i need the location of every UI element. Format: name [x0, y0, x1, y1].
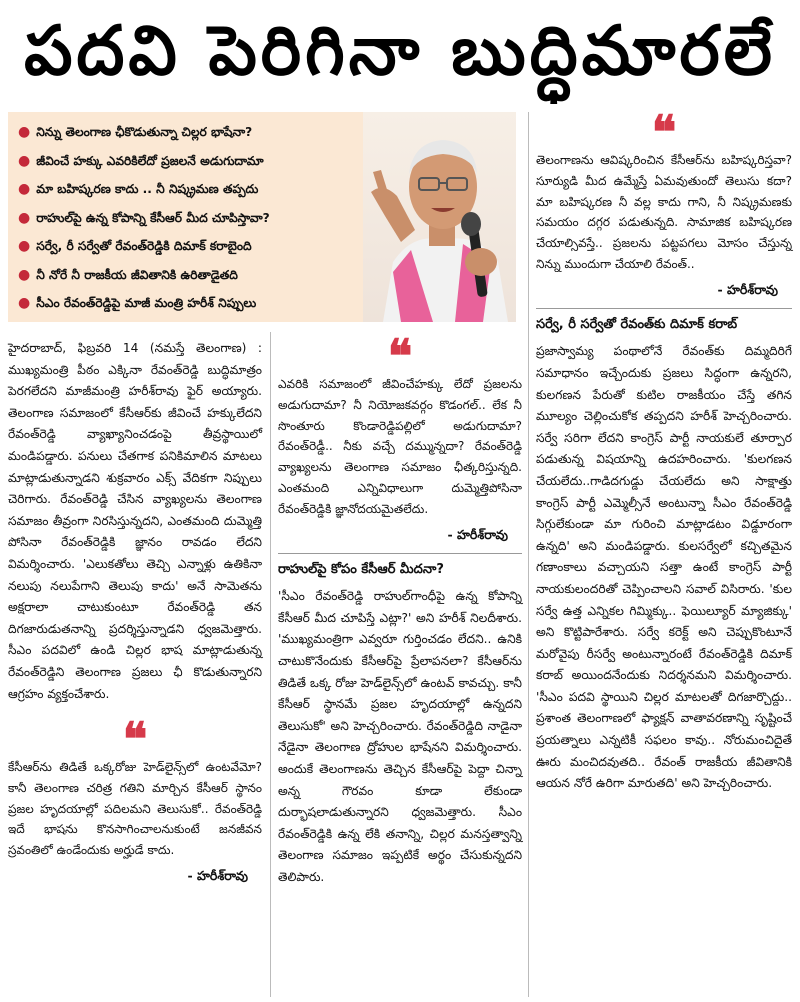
highlight-item	[18, 232, 373, 261]
byline: - హరీశ్‌రావు	[717, 281, 778, 297]
speaker-photo	[363, 112, 516, 322]
highlight-item	[18, 289, 373, 318]
section-divider	[536, 308, 792, 309]
highlights-box	[8, 112, 516, 322]
byline: - హరీశ్‌రావు	[447, 526, 508, 542]
column-divider	[270, 332, 271, 997]
pull-quote: తెలంగాణను ఆవిష్కరించిన కేసీఆర్‌ను బహిష్కరిస్తవా? సూర్యుడి మీద ఉమ్మేస్తే ఏమవుతుందో తెలుసు కదా? మా బహిష్కరణ నీ వల్ల కాదు గాని, నీ నిష్క్రమణకు సమయం దగ్గర పడుతున్నది. సామాజిక బహిష్కరణ చేయాల్సివస్తే.. ప్రజలను పట్టపగలు మోసం చేస్తున్న నిన్ను ముందుగా చేయాలి రేవంత్‌..	[536, 153, 792, 271]
column-2	[278, 329, 522, 888]
highlight-text: రాహుల్‌పై ఉన్న కోపాన్ని కేసీఆర్‌ మీద చూపిస్తావా?	[36, 210, 270, 225]
highlight-text: జీవించే హక్కు ఎవరికిలేదో ప్రజలనే అడుగుదామా	[36, 153, 264, 168]
article-body: హైదరాబాద్‌, ఫిబ్రవరి 14 (నమస్తే తెలంగాణ) : ముఖ్యమంత్రి పీఠం ఎక్కినా రేవంత్‌రెడ్డి బుద్ధిమాత్రం పెరగలేదని మాజీమంత్రి హరీశ్‌రావు ఫైర్‌ అయ్యారు. తెలంగాణ సమాజంలో కేసీఆర్‌కు జీవించే హక్కులేదని రేవంత్‌రెడ్డి వ్యాఖ్యానించడంపై తీవ్రస్థాయిలో మండిపడ్డారు. పనులు చేతగాక పనికిమాలిన మాటలు మాట్లాడుతున్నాడని శుక్రవారం ఎక్స్‌ వేదికగా నిప్పులు చెరిగారు. రేవంత్‌రెడ్డి చేసిన వ్యాఖ్యలను తెలంగాణ సమాజం తీవ్రంగా నిరసిస్తున్నదని, ఎంతమంది దుమ్మెత్తి పోసినా రేవంత్‌రెడ్డికి జ్ఞానం రావడం లేదని విమర్శించారు. 'ఎలుకతోలు తెచ్చి ఎన్నాళ్లు ఉతికినా నలుపు నలుపేగాని తెలుపు కాదు' అనే సామెతను అక్షరాలా చాటుకుంటూ రేవంత్‌రెడ్డి తన దిగజారుడుతనాన్ని ప్రదర్శిస్తున్నాడని ధ్వజమెత్తారు. సీఎం పదవిలో ఉండి చిల్లర భాష మాట్లాడుతున్న రేవంత్‌రెడ్డిని తెలంగాణ ప్రజలు ఛీ కొడుతున్నారని ఆగ్రహం వ్యక్తంచేశారు.	[8, 341, 262, 701]
quote-icon: ❝	[387, 329, 413, 383]
highlight-text: సర్వే, రీ సర్వేతో రేవంత్‌రెడ్డికి దిమాక్‌ కరాబైంది	[36, 239, 252, 253]
article-body: 'సీఎం రేవంత్‌రెడ్డి రాహుల్‌గాంధీపై ఉన్న కోపాన్ని కేసీఆర్‌ మీద చూపిస్తే ఎట్లా?' అని హరీశ్‌ నిలదీశారు. 'ముఖ్యమంత్రిగా ఎవ్వరూ గుర్తించడం లేదని.. ఉనికి చాటుకొనేందుకు కేసీఆర్‌పై ప్రేలాపనలా? కేసీఆర్‌ను తిడితే ఒక్క రోజు హెడ్‌లైన్స్‌లో ఉంటవ్‌ కావచ్చు. కానీ కేసీఆర్‌ స్థానమే ప్రజల హృదయాల్లో ఉన్నదని తెలుసుకో' అని హెచ్చరించారు. రేవంత్‌రెడ్డిది నాడైనా నేడైనా తెలంగాణ ద్రోహుల భాషేనని విమర్శించారు. అందుకే తెలంగాణను తెచ్చిన కేసీఆర్‌పై పెద్దా చిన్నా అన్న గౌరవం కూడా లేకుండా దుర్భాషలాడుతున్నారని ధ్వజమెత్తారు. సీఎం రేవంత్‌రెడ్డికి ఉన్న లేకి తనాన్ని, చిల్లర మనస్తత్వాన్ని తెలంగాణ సమాజం ఇప్పటికే అర్థం చేసుకున్నదని తెలిపారు.	[278, 589, 522, 884]
highlight-item	[18, 261, 373, 290]
pull-quote: ఎవరికి సమాజంలో జీవించేహక్కు లేదో ప్రజలను అడుగుదామా? నీ నియోజకవర్గం కొడంగల్‌.. లేక నీ సొంతూరు కొండారెడ్డిపల్లిలో అడుగుదామా? రేవంత్‌రెడ్డీ.. నీకు వచ్చే దమ్మున్నదా? రేవంత్‌రెడ్డి వ్యాఖ్యలను తెలంగాణ సమాజం ఛీత్కరిస్తున్నది. ఎంతమంది ఎన్నివిధాలుగా దుమ్మెత్తిపోసినా రేవంత్‌రెడ్డికి జ్ఞానోదయమైతలేదు.	[278, 377, 522, 516]
section-divider	[278, 553, 522, 554]
highlight-text: నిన్ను తెలంగాణ ఛీకొడుతున్నా చిల్లర భాషేనా?	[36, 125, 253, 139]
column-divider	[528, 112, 529, 332]
highlight-item	[18, 147, 373, 176]
bullet-icon: ●	[18, 124, 31, 140]
bullet-icon: ●	[18, 152, 31, 169]
pull-quote: కేసీఆర్‌ను తిడితే ఒక్కరోజు హెడ్‌లైన్స్‌లో ఉంటవేమో? కానీ తెలంగాణ చరిత్ర గతిని మార్చిన కేసీఆర్‌ స్థానం ప్రజల హృదయాల్లో పదిలమని తెలుసుకో.. రేవంత్‌రెడ్డి ఇదే భాషను కొనసాగించాలనుకుంటే జనజీవన స్రవంతిలో ఉండేందుకు అర్హుడే కాదు.	[8, 760, 262, 858]
highlights-list	[18, 118, 373, 318]
quote-icon: ❝	[122, 712, 148, 767]
article-body: ప్రజాస్వామ్య పంథాలోనే రేవంత్‌కు దిమ్మదిరిగే సమాధానం ఇచ్చేందుకు ప్రజలు సిద్ధంగా ఉన్నరని, కులగణన పేరుతో కుటిల రాజకీయం చేస్తే తగిన మూల్యం చెల్లించుకోక తప్పదని హరీశ్‌ హెచ్చరించారు. సర్వే సరిగా లేదని కాంగ్రెస్‌ పార్టీ నాయకులే తూర్పార పడుతున్న విషయాన్ని ఉదహరించారు. 'కులగణన చేయలేదు..గాడిదగుడ్డు చేయలేదు అని సాక్షాత్తు కాంగ్రెస్‌ పార్టీ ఎమ్మెల్సీనే అంటున్నా సీఎం రేవంత్‌రెడ్డి సిగ్గులేకుండా మా గురించి మాట్లాడటం విడ్డూరంగా ఉన్నది' అని మండిపడ్డారు. కులసర్వేలో కచ్చితమైన గణాంకాలు వచ్చాయని సత్తా ఉంటే కాంగ్రెస్‌ పార్టీ నాయకులందరితో చెప్పించాలని సవాల్‌ విసిరారు. 'కుల సర్వే ఉత్త ఎన్నికల గిమ్మిక్కు.. ఫెయిల్యూర్‌ మ్యాజిక్కు' అని కొట్టిపారేశారు. సర్వే కరెక్ట్‌ అని చెప్పుకొంటూనే మరోవైపు రీసర్వే అంటున్నారంటే రేవంత్‌రెడ్డికి దిమాక్‌ కరాబ్‌ అయిందనేందుకు నిదర్శనమని విమర్శించారు. 'సీఎం పదవి స్థాయిని చిల్లర మాటలతో దిగజార్చొద్దు.. ప్రశాంత తెలంగాణలో ఫ్యాక్షన్‌ వాతావరణాన్ని సృష్టించే ప్రయత్నాలు ఎన్నటికీ సఫలం కావు.. నోరుమంచిదైతే ఊరు మంచిదవుతది.. రేవంత్‌ రాజకీయ జీవితానికి ఆయన నోరే ఉరిగా మారుతది' అని హెచ్చరించారు.	[536, 344, 792, 791]
column-1	[8, 338, 262, 887]
bullet-icon: ●	[18, 209, 31, 226]
column-3	[536, 105, 792, 795]
highlight-text: మా బహిష్కరణ కాదు .. నీ నిష్క్రమణ తప్పదు	[36, 182, 259, 196]
byline: - హరీశ్‌రావు	[187, 868, 248, 884]
column-divider	[528, 332, 529, 997]
bullet-icon: ●	[18, 266, 31, 283]
highlight-item	[18, 204, 373, 233]
highlight-item	[18, 118, 373, 147]
speaker-illustration	[363, 112, 516, 322]
highlight-text: సీఎం రేవంత్‌రెడ్డిపై మాజీ మంత్రి హరీశ్‌ నిప్పులు	[36, 296, 257, 310]
bullet-icon: ●	[18, 295, 31, 311]
subheading: సర్వే, రీ సర్వేతో రేవంత్‌కు దిమాక్‌ కరాబ్‌	[536, 317, 738, 333]
headline: పదవి పెరిగినా బుద్ధిమారలే	[24, 12, 776, 91]
quote-icon: ❝	[651, 105, 677, 159]
subheading: రాహుల్‌పై కోపం కేసీఆర్‌ మీదనా?	[278, 562, 444, 578]
bullet-icon: ●	[18, 238, 31, 254]
highlight-item	[18, 175, 373, 204]
highlight-text: నీ నోరే నీ రాజకీయ జీవితానికి ఉరితాడైతది	[36, 267, 238, 282]
bullet-icon: ●	[18, 181, 31, 197]
